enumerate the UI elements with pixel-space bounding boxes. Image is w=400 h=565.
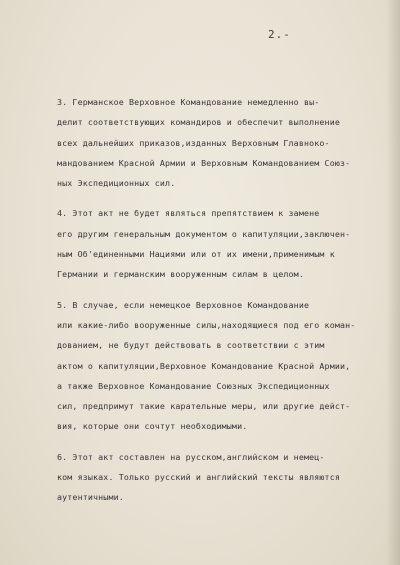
paragraph-5 (57, 295, 392, 437)
text-line: 4. Этот акт не будет являться препятствием к замене (57, 208, 320, 219)
text-line: ком языках. Только русский и английский тексты являются (57, 472, 340, 483)
text-line: мандованием Красной Армии и Верховным Командованием Союз- (57, 157, 351, 168)
text-line: дованием, не будут действовать в соответствии с этим (57, 340, 325, 351)
text-line: его другим генеральным документом о капитуляции,заключен- (57, 228, 351, 239)
text-line: актом о капитуляции,Верховное Командование Красной Армии, (57, 360, 351, 371)
paragraph-3 (57, 92, 392, 193)
text-line: ным Об'единенными Нациями или от их имени,применимым к (57, 249, 335, 260)
paragraph-4 (57, 203, 392, 284)
text-line: 6. Этот акт составлен на русском,английском и немец- (57, 451, 325, 462)
text-line: 3. Германское Верховное Командование немедленно вы- (57, 97, 320, 107)
document-body (57, 92, 392, 518)
text-line: аутентичными. (57, 492, 124, 503)
page-number: 2.- (268, 28, 291, 41)
text-line: 5. В случае, если немецкое Верховное Командование (57, 299, 310, 310)
text-line: ных Экспедиционных сил. (57, 178, 176, 189)
text-line: сил, предпримут такие карательные меры, или другие дейст- (57, 401, 351, 412)
text-line: всех дальнейших приказов,изданных Верховным Главноко- (57, 137, 330, 148)
text-line: а также Верховное Командование Союзных Экспедиционных (57, 380, 330, 391)
text-line: делит соответствующих командиров и обеспечит выполнение (57, 117, 340, 128)
paragraph-6 (57, 447, 392, 508)
text-line: Германии и германским вооруженным силам в целом. (57, 269, 304, 280)
text-line: или какие-либо вооруженные силы,находящиеся под его коман- (57, 319, 356, 330)
text-line: вия, которые они сочтут необходимыми. (57, 421, 248, 432)
